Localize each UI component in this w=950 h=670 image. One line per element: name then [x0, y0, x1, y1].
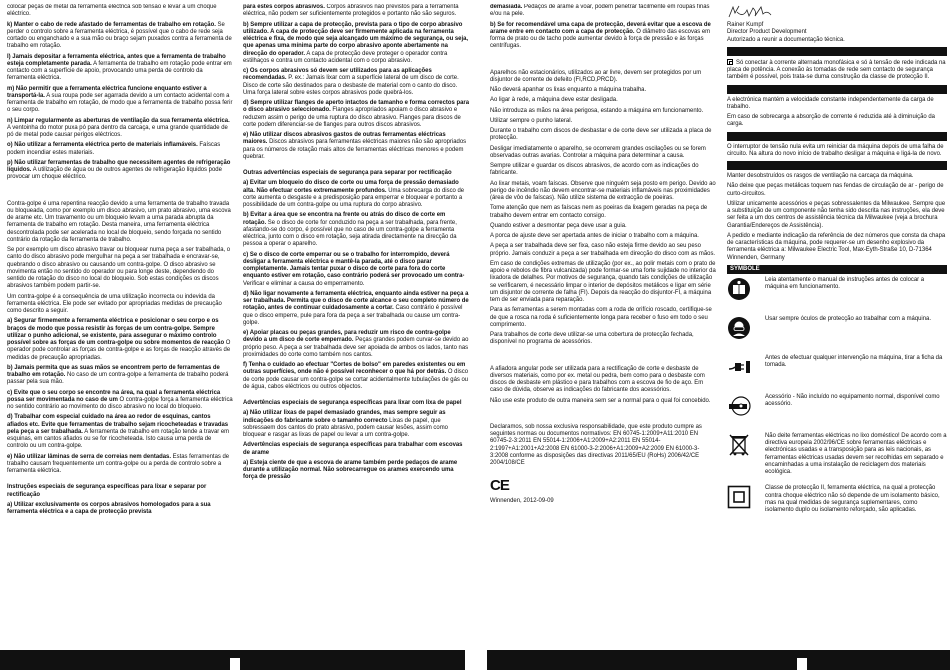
grinding-disc-icon: [727, 394, 751, 418]
paragraph: [727, 144, 947, 159]
paragraph-bold: m) Não permitir que a ferramenta eléctrica funcione enquanto estiver a transportá-la.: [7, 85, 207, 99]
paragraph-text: O operador pode controlar as forças de contra-golpe e as forças de reacção através de medidas de precaução apropriadas.: [7, 340, 231, 361]
paragraph: [727, 59, 947, 82]
paragraph: [7, 160, 233, 182]
paragraph: [490, 163, 716, 178]
paragraph-text: Tome atenção que nem as faíscas nem as poeiras da lixagem geradas na peça de trabalho devem entrar em contacto consigo.: [490, 205, 708, 219]
section-bar: [727, 161, 947, 170]
paragraph-bold: a) Segurar firmemente a ferramenta eléctrica e posicionar o seu corpo e os braços de modo que possa resistir às forças de um contra-golpe. Sempre utilizar o punho adicional, se existente, para assegurar o máximo controlo possível sobre as forças de um contra-golpe ou sobre momentos de reacção: [7, 318, 225, 346]
paragraph: [7, 201, 233, 245]
paragraph-bold: para estes corpos abrasivos.: [243, 4, 325, 10]
paragraph-text: Se o disco de corte for conduzido na peça a ser trabalhada, para frente, afastando-se do corpo, é possível que no caso de um contra-golpe a ferramenta eléctrica, junto com o disco em rotação, seja atirada directamente na direcção da pessoa a operar o aparelho.: [243, 219, 457, 248]
symbol-description: Usar sempre óculos de protecção ao trabalhar com a máquina.: [765, 315, 932, 322]
paragraph-text: Ao lixar metais, voam faíscas. Observe que ninguém seja posto em perigo. Devido ao perigo de incêndio não devem encontrar-se materiais inflamáveis nas proximidades (área de vôo de faíscas). Não utilize sistema de extracção de poeiras.: [490, 180, 716, 201]
safety-goggles-icon: [727, 316, 751, 340]
paragraph-text: A peça a ser trabalhada deve ser fixa, caso não esteja firme devido ao seu peso próprio. Jamais conduzir a peça a ser trabalhada em direcção do disco com as mãos.: [490, 243, 716, 257]
paragraph: [243, 4, 469, 19]
paragraph-bold: f) Tenha o cuidado ao efectuar "Cortes de bolso" em paredes existentes ou em outras superfícies, onde não é possível reconhecer o que há por detrás.: [243, 362, 466, 376]
paragraph-text: colocar peças de metal da ferramenta eléctrica sob tensão e levar a um choque eléctrico.: [7, 4, 217, 18]
paragraph-text: Caso contrário é possível que o disco emperre, pule para fora da peça a ser trabalhada ou cause um contra-golpe.: [243, 305, 463, 326]
symbol-row: [727, 433, 947, 477]
paragraph: [7, 86, 233, 115]
paragraph: [243, 170, 469, 177]
symbols-heading: SYMBOLE: [727, 265, 947, 274]
paragraph-bold: a) Esteja ciente de que a escova de arame também perde pedaços de arame durante a utilização normal. Não sobrecarregue os arames exercendo uma força de pressão: [243, 459, 458, 481]
paragraph-text: Lixas de papel, que sobressaem dos cantos do prato abrasivo, podem causar lesões, assim como bloquear e rasgar as lixas de papel ou levar a um contra-golpe.: [243, 417, 448, 438]
place-date: Winnenden, 2012-09-09: [490, 497, 554, 504]
paragraph-text: Utilizar unicamente acessórios e peças sobressalentes da Milwaukee. Sempre que a substituição de um componente não tenha sido descrita nas instruções, ela deve ser feita a um dos centros de assistência técnica da Milwaukee (veja a brochura Garantia/Endereços de Assistência).: [727, 200, 946, 229]
paragraph-bold: d) Não ligar novamente a ferramenta eléctrica, enquanto ainda estiver na peça a ser trabalhada. Permita que o disco de corte alcance o seu completo número de rotação, antes de continuar cuidadosamente a cortar.: [243, 290, 469, 312]
read-manual-icon: [727, 277, 751, 301]
footer-tab-right: [797, 658, 807, 670]
paragraph: [243, 442, 469, 457]
paragraph: [243, 252, 469, 288]
footer-bar-right: [487, 650, 950, 670]
paragraph: [7, 142, 233, 157]
symbol-row: [727, 277, 947, 307]
paragraph: [7, 484, 233, 499]
paragraph-bold: a) Evitar um bloqueio do disco de corte ou uma força de pressão demasiado alta. Não efectuar cortes extremamente profundos.: [243, 180, 459, 194]
paragraph-text: O contra-golpe força a ferramenta eléctrica no sentido contrário ao movimento do disco abrasivo no local do bloqueio.: [7, 396, 233, 410]
symbol-description: Classe de protecção II, ferramenta eléctrica, na qual a protecção contra choque eléctrico não só depende de um isolamento básico, mas na qual medidas de segurança suplementares, como isolamento duplo ou isolamento reforçado, são aplicadas.: [765, 485, 940, 513]
paragraph-bold: b) Jamais permita que as suas mãos se encontrem perto de ferramentas de trabalho em rotação.: [7, 364, 220, 378]
section-gap: [490, 408, 716, 424]
paragraph: [243, 22, 469, 66]
paragraph-text: Contra-golpe é uma repentina reacção devido a uma ferramenta de trabalho travada ou bloqueada, como por exemplo um disco abrasivo, um prato abrasivo, uma escova de arame etc. Um travamento ou um bloqueio levam a uma parada abrupta da ferramenta de trabalho em rotação. Desta maneira, uma ferramenta eléctrica descontrolada pode ser acelerada no local de bloqueio, sendo forçada no sentido contrário da rotação da ferramenta de trabalho.: [7, 200, 231, 243]
paragraph: [490, 261, 716, 305]
symbol-row: [727, 394, 947, 424]
paragraph: [7, 318, 233, 362]
symbol-row: [727, 355, 947, 385]
paragraph-bold: c) Os corpos abrasivos só devem ser utilizados para as aplicações recomendadas.: [243, 68, 432, 82]
section-bar: [727, 132, 947, 141]
signature-image: [727, 4, 947, 20]
paragraph-text: A ventoinha do motor puxa pó para dentro da carcaça, e uma grande quantidade de pó de metal pode causar perigos eléctricos.: [7, 124, 228, 138]
paragraph-text: Em caso de sobrecarga a absorção de corrente é reduzida até à diminuição da carga.: [727, 114, 935, 128]
paragraph-text: A pedido e mediante indicação da referência de dez números que consta da chapa de características da máquina, pode requerer-se um desenho explosivo da ferramenta eléctrica a: Milwaukee Electric Tool, Max-Eyth-Straße 10, D-71364 Winnenden, Germany: [727, 232, 946, 261]
paragraph-text: Não use este produto de outra maneira sem ser a normal para o qual foi concebido.: [490, 397, 711, 404]
paragraph: [7, 22, 233, 51]
paragraph-text: Para as ferramentas a serem montadas com a roda de orifício roscado, certifique-se de que a rosca na roda é suficientemente longa para receber o fuso em todo o seu comprimento.: [490, 307, 712, 328]
paragraph-text: Desligar imediatamente o aparelho, se ocorrerem grandes oscilações ou se forem observadas outras avarias. Controlar a máquina para determinar a causa.: [490, 145, 706, 159]
paragraph: [7, 454, 233, 476]
paragraph: [727, 183, 947, 198]
unplug-icon: [727, 355, 751, 379]
paragraph-text: Discos abrasivos para ferramentas eléctricas maiores não são apropriados para os números de rotação mais altos de ferramentas eléctricas menores e podem quebrar.: [243, 139, 467, 160]
paragraph: [243, 180, 469, 209]
paragraph-text: A capa de protecção deve proteger o operador contra estilhaços e contra um contacto acidental com o corpo abrasivo.: [243, 50, 448, 64]
paragraph: [490, 307, 716, 329]
paragraph-bold: a) Utilizar exclusivamente os corpos abrasivos homologados para a sua ferramenta eléctrica e a capa de protecção prevista: [7, 501, 211, 515]
paragraph: [490, 424, 716, 468]
paragraph-bold: Advertências especiais de segurança específicas para lixar com lixa de papel: [243, 400, 462, 406]
paragraph: [727, 201, 947, 230]
paragraph-text: Utilizar sempre o punho lateral.: [490, 117, 573, 124]
paragraph-text: Um contra-golpe é a consequência de uma utilização incorrecta ou indevida da ferramenta eléctrica. Ele pode ser evitado por apropriadas medidas de precaução como descrito a seguir.: [7, 293, 222, 314]
paragraph-bold: c) Se o disco de corte emperrar ou se o trabalho for interrompido, deverá desligar a ferramenta eléctrica e mantê-la parada, até o disco parar completamente. Jamais tentar puxar o disco de corte para fora do corte enquanto estiver em rotação, caso contrário poderá ser provocado um contra-: [243, 251, 465, 280]
paragraph: [7, 247, 233, 291]
symbol-description: Antes de efectuar qualquer intervenção na máquina, tirar a ficha da tomada.: [765, 354, 943, 368]
paragraph-text: Faíscas podem incendiar estes materiais.: [7, 142, 221, 156]
paragraph-bold: p) Não utilizar ferramentas de trabalho que necessitem agentes de refrigeração líquidos.: [7, 159, 231, 173]
symbol-description: Acessório - Não incluído no equipamento normal, disponível como acessório.: [765, 393, 940, 407]
paragraph-text: Não deixe que peças metálicas toquem nas fendas de circulação de ar - perigo de curto-circuitos.: [727, 183, 944, 197]
paragraph: [7, 4, 233, 19]
paragraph-bold: d) Sempre utilizar flanges de aperto intactos de tamanho e forma correctos para o disco abrasivo seleccionado.: [243, 100, 469, 114]
paragraph-text: A ferramenta de trabalho em rotação pode entrar em contacto com a superfície de apoio, provocando uma perda de controlo da ferramenta eléctrica.: [7, 60, 232, 82]
paragraph-text: O interruptor de tensão nula evita um reiniciar da máquina depois de uma falha de circuito. Na altura do novo início de trabalho desligar a máquina e ligá-la de novo.: [727, 143, 944, 157]
paragraph-text: Não introduza as mãos na área perigosa, estando a máquina em funcionamento.: [490, 107, 704, 114]
paragraph: [727, 173, 947, 180]
symbol-description: Leia atentamente o manual de instruções antes de colocar a máquina em funcionamento.: [765, 276, 925, 290]
paragraph-bold: a) Não utilizar lixas de papel demasiado grandes, mas sempre seguir as indicações do fabricante sobre o tamanho correcto: [243, 410, 446, 424]
paragraph-text: Uma sobrecarga do disco de corte aumenta o desgaste e a predisposição para emperrar e bloquear e portanto a possibilidade de um contra-golpe ou uma ruptura do corpo abrasivo.: [243, 187, 465, 208]
paragraph-bold: n) Limpar regularmente as aberturas de ventilação da sua ferramenta eléctrica.: [7, 117, 230, 124]
paragraph-bold: c) Evite que o seu corpo se encontre na área, na qual a ferramenta eléctrica possa ser movimentada no caso de um: [7, 389, 221, 403]
paragraph-text: A electrónica mantém a velocidade constante independentemente da carga de trabalho.: [727, 96, 934, 110]
paragraph-bold: b) Sempre utilizar a capa de protecção, prevista para o tipo de corpo abrasivo utilizado. A capa de protecção deve ser firmemente aplicada na ferramenta eléctrica e fixa, de modo que seja alcançado um máximo de segurança, ou seja, que apenas uma mínima parte do corpo abrasivo aponte abertamente na direcção do operador.: [243, 21, 469, 57]
paragraph-bold: Advertências especiais de segurança específicas para trabalhar com escovas de arame: [243, 442, 463, 456]
paragraph-text: Quando estiver a desmontar peça deve usar a guia.: [490, 222, 627, 229]
paragraph-text: Em caso de condições extremas de utilização (por ex., ao polir metais com o prato de apoio e rebolos de fibra vulcanizada) pode formar-se uma forte sujidade no interior da lixadora de delalhes. Por motivos de segurança, quando tais condições de utilização se verificarem, é necessário limpar o interior de depósitos metálicos e ligar em série um disjuntor de corrente de falha (FI). Depois da reacção do disjuntor-FI, a máquina tem de ser enviada para reparação.: [490, 260, 716, 303]
paragraph: [490, 108, 716, 115]
symbol-row: [727, 485, 947, 515]
paragraph-text: A ferramenta de trabalho em rotação tende a travar em esquinas, em cantos afiados ou se for ricocheteada. Isto causa uma perda de controlo ou um contra-golpe.: [7, 428, 230, 450]
paragraph: [490, 97, 716, 104]
column-4-body: [727, 47, 947, 262]
paragraph: [490, 146, 716, 161]
paragraph: [490, 22, 716, 51]
paragraph: [490, 332, 716, 347]
paragraph: [243, 460, 469, 482]
paragraph-bold: e) Não utilizar lâminas de serra de correias nem dentadas.: [7, 453, 172, 460]
paragraph: [490, 4, 716, 19]
signer-name: Rainer Kumpf: [727, 22, 764, 28]
symbols-list: [727, 277, 947, 516]
paragraph-bold: l) Jamais depositar a ferramenta eléctrica, antes que a ferramenta de trabalho esteja completamente parada.: [7, 53, 226, 67]
paragraph-bold: e) Não utilizar discos abrasivos gastos de outras ferramentas eléctricas maiores.: [243, 132, 446, 146]
paragraph: [7, 390, 233, 412]
paragraph: [243, 291, 469, 327]
paragraph-text: A utilização de água ou de outros agentes de refrigeração líquidos pode provocar um choque eléctrico.: [7, 167, 222, 181]
section-gap: [7, 185, 233, 201]
paragraph: [7, 54, 233, 83]
paragraph-text: Corpos abrasivos não previstos para a ferramenta eléctrica, não podem ser suficientemente protegidos e portanto não são seguros.: [243, 4, 459, 18]
paragraph-text: Verificar e eliminar a causa do emperramento.: [243, 280, 365, 287]
paragraph: [490, 70, 716, 85]
paragraph-text: Para trabalhos de corte deve utilizar-se uma cobertura de protecção fechada, disponível no programa de acessórios.: [490, 332, 694, 346]
paragraph-text: Declaramos, sob nossa exclusiva responsabilidade, que este produto cumpre as seguintes normas ou documentos normativos: EN 60745-1:2009+A11:2010 EN 60745-2-3:2011 EN 55014-1:2006+A1:2009+A2:2011 EN 55014-2:1997+A1:2001+A2:2008 EN 61000-3-2:2006+A1:2009+A2:2009 EN 61000-3-3:2008 conforme as disposições das directivas 2011/65/EU (RoHs) 2006/42/CE 2004/108/CE: [490, 423, 702, 466]
paragraph-bold: d) Trabalhar com especial cuidado na área ao redor de esquinas, cantos afiados etc. Evite que ferramentas de trabalho sejam ricocheteadas e travadas pela peça a ser trabalhada.: [7, 414, 229, 435]
paragraph-text: O disco de corte pode causar um contra-golpe se cortar acidentalmente tubulações de gás ou de água, cabos eléctricos ou outros objectos.: [243, 369, 469, 390]
symbol-row: [727, 316, 947, 346]
paragraph: [243, 212, 469, 248]
paragraph-bold: b) Evitar a área que se encontra na frente ou atrás do disco de corte em rotação.: [243, 212, 446, 226]
paragraph: [490, 87, 716, 94]
paragraph: [7, 414, 233, 450]
paragraph: [727, 97, 947, 112]
paragraph: [490, 223, 716, 230]
paragraph-bold: Outras advertências especiais de segurança para separar por rectificação: [243, 170, 452, 176]
footer-tab-left: [230, 658, 240, 670]
paragraph-text: O diâmetro das escovas em forma de prato ou de tacho pode aumentar devido à força de pressão e às forças centrífugas.: [490, 28, 711, 50]
paragraph-bold: o) Não utilizar a ferramenta eléctrica perto de materiais inflamáveis.: [7, 142, 198, 149]
paragraph: [727, 114, 947, 129]
paragraph-text: Não deverá apanhar os lixas enquanto a máquina trabalha.: [490, 87, 647, 93]
column-2: [243, 4, 469, 650]
paragraph: [490, 398, 716, 405]
paragraph-text: Se por exemplo um disco abrasivo travar ou bloquear numa peça a ser trabalhada, o canto do disco abrasivo pode mergulhar na peça a ser trabalhada e encravar-se, quebrando o disco abrasivo ou causando um contra-golpe. O disco abrasivo se movimenta então no sentido do operador ou para longe deste, dependendo do sentido de rotação do disco no local do bloqueio. Sob estas condições os discos abrasivos também podem partir-se.: [7, 247, 231, 290]
paragraph-text: Manter desobstruídos os rasgos de ventilação na carcaça da máquina.: [727, 173, 914, 179]
paragraph: [727, 233, 947, 262]
paragraph: [243, 410, 469, 439]
paragraph-text: No caso de um contra-golpe a ferramenta de trabalho poderá passar pela sua mão.: [7, 372, 229, 386]
paragraph: [243, 68, 469, 97]
signer-authorization: Autorizado a reunir a documentação técnica.: [727, 36, 845, 43]
paragraph-text: P. ex.: Jamais lixar com a superfície lateral de um disco de corte. Disco de corte são destinados para o desbaste de material com o canto do disco. Uma força lateral sobre estes corpos abrasivos pode quebrá-los.: [243, 75, 459, 96]
paragraph-text: Se perder o controlo sobre a ferramenta eléctrica, é possível que o cabo de rede seja cortado ou enganchado e a sua mão ou braço sejam puxados contra a ferramenta de trabalho em rotação.: [7, 21, 232, 50]
paragraph-text: Durante o trabalho com discos de desbastar e de corte deve ser utilizada a placa de protecção.: [490, 128, 712, 142]
paragraph: [490, 181, 716, 203]
paragraph-text: A sua roupa pode ser agarrada devido a um contacto acidental com a ferramenta de trabalho em rotação, de modo que a ferramenta de trabalho possa ferir o seu corpo.: [7, 92, 233, 114]
paragraph: [490, 233, 716, 240]
column-4: [727, 4, 947, 650]
paragraph-text: Só conectar à corrente alternada monofásica e só à tensão de rede indicada na placa de potência. A conexão às tomadas de rede sem contacto de segurança também é possível, pois trata-se duma construção da classe de protecção II.: [727, 59, 946, 81]
paragraph-bold: demasiada.: [490, 4, 523, 10]
paragraph-text: A porca de ajuste deve ser apertada antes de iniciar o trabalho com a máquina.: [490, 233, 699, 239]
section-bar: [727, 47, 947, 56]
paragraph: [7, 365, 233, 387]
paragraph-bold: b) Se for recomendável uma capa de protecção, deverá evitar que a escova de arame entre em contacto com a capa de protecção.: [490, 21, 711, 35]
paragraph: [7, 502, 233, 517]
paragraph: [243, 362, 469, 391]
paragraph-text: A afiadora angular pode ser utilizada para a rectificação de corte e desbaste de diversos materiais, como por ex. metal ou pedra, bem como para o desbaste com discos de desbaste em plástico e para trabalhos com a escova de fio de aço. Em caso de dúvida, observe as indicações do fabricante dos acessórios.: [490, 365, 705, 394]
paragraph: [243, 100, 469, 129]
paragraph: [243, 330, 469, 359]
paragraph-text: Ao ligar à rede, a máquina deve estar desligada.: [490, 97, 618, 104]
paragraph-text: Aparelhos não estacionários, utilizados ao ar livre, devem ser protegidos por um disjuntor de corrente de defeito (FI,RCD,PRCD).: [490, 69, 702, 83]
paragraph-text: Flanges apropriados apoiam o disco abrasivo e reduzem assim o perigo de uma ruptura do disco abrasivo. Flanges para discos de corte podem diferenciar-se de flanges para outros discos abrasivos.: [243, 107, 461, 128]
paragraph: [490, 243, 716, 258]
paragraph-text: Pedaços de arame a voar, podem penetrar facilmente em roupas finas e/ou na pele.: [490, 4, 710, 18]
paragraph: [490, 205, 716, 220]
paragraph: [490, 366, 716, 395]
symbol-description: Não deite ferramentas eléctricas no lixo doméstico! De acordo com a directiva europeia 2002/96/CE sobre ferramentas eléctricas e electrónicas usadas e a transposição para as leis nacionais, as ferramentas eléctricas usadas devem ser recolhidas em separado e encaminhadas a uma instalação de reciclagem dos materiais ecológica.: [765, 432, 947, 475]
section-gap: [490, 54, 716, 70]
paragraph-text: Estas ferramentas de trabalho causam frequentemente um contra-golpe ou a perda de controlo sobre a ferramenta eléctrica.: [7, 453, 230, 474]
paragraph-bold: k) Manter o cabo de rede afastado de ferramentas de trabalho em rotação.: [7, 21, 216, 28]
ce-mark: CE: [490, 477, 509, 495]
paragraph-text: Sempre utilizar e guardar os discos abrasivos, de acordo com as indicações do fabricante.: [490, 163, 699, 177]
paragraph: [490, 128, 716, 143]
paragraph-bold: e) Apoiar placas ou peças grandes, para reduzir um risco de contra-golpe devido a um disco de corte emperrado.: [243, 330, 451, 344]
paragraph: [7, 294, 233, 316]
column-1: [7, 4, 233, 650]
paragraph: [243, 132, 469, 161]
crossed-bin-icon: [727, 433, 751, 457]
section-gap: [490, 350, 716, 366]
column-3: [490, 4, 716, 650]
class-ii-icon: [727, 485, 751, 509]
paragraph: [490, 118, 716, 125]
paragraph-bold: Instruções especiais de segurança específicas para lixar e separar por rectificação: [7, 484, 207, 498]
paragraph-text: Peças grandes podem curvar-se devido ao próprio peso. A peça a ser trabalhada deve ser apoiada de ambos os lados, tanto nas proximidades do corte como também nos cantos.: [243, 337, 469, 358]
paragraph: [7, 118, 233, 140]
double-square-icon: [727, 59, 733, 65]
paragraph: [243, 400, 469, 407]
section-bar: [727, 85, 947, 94]
signer-title: Director Product Development: [727, 29, 807, 36]
